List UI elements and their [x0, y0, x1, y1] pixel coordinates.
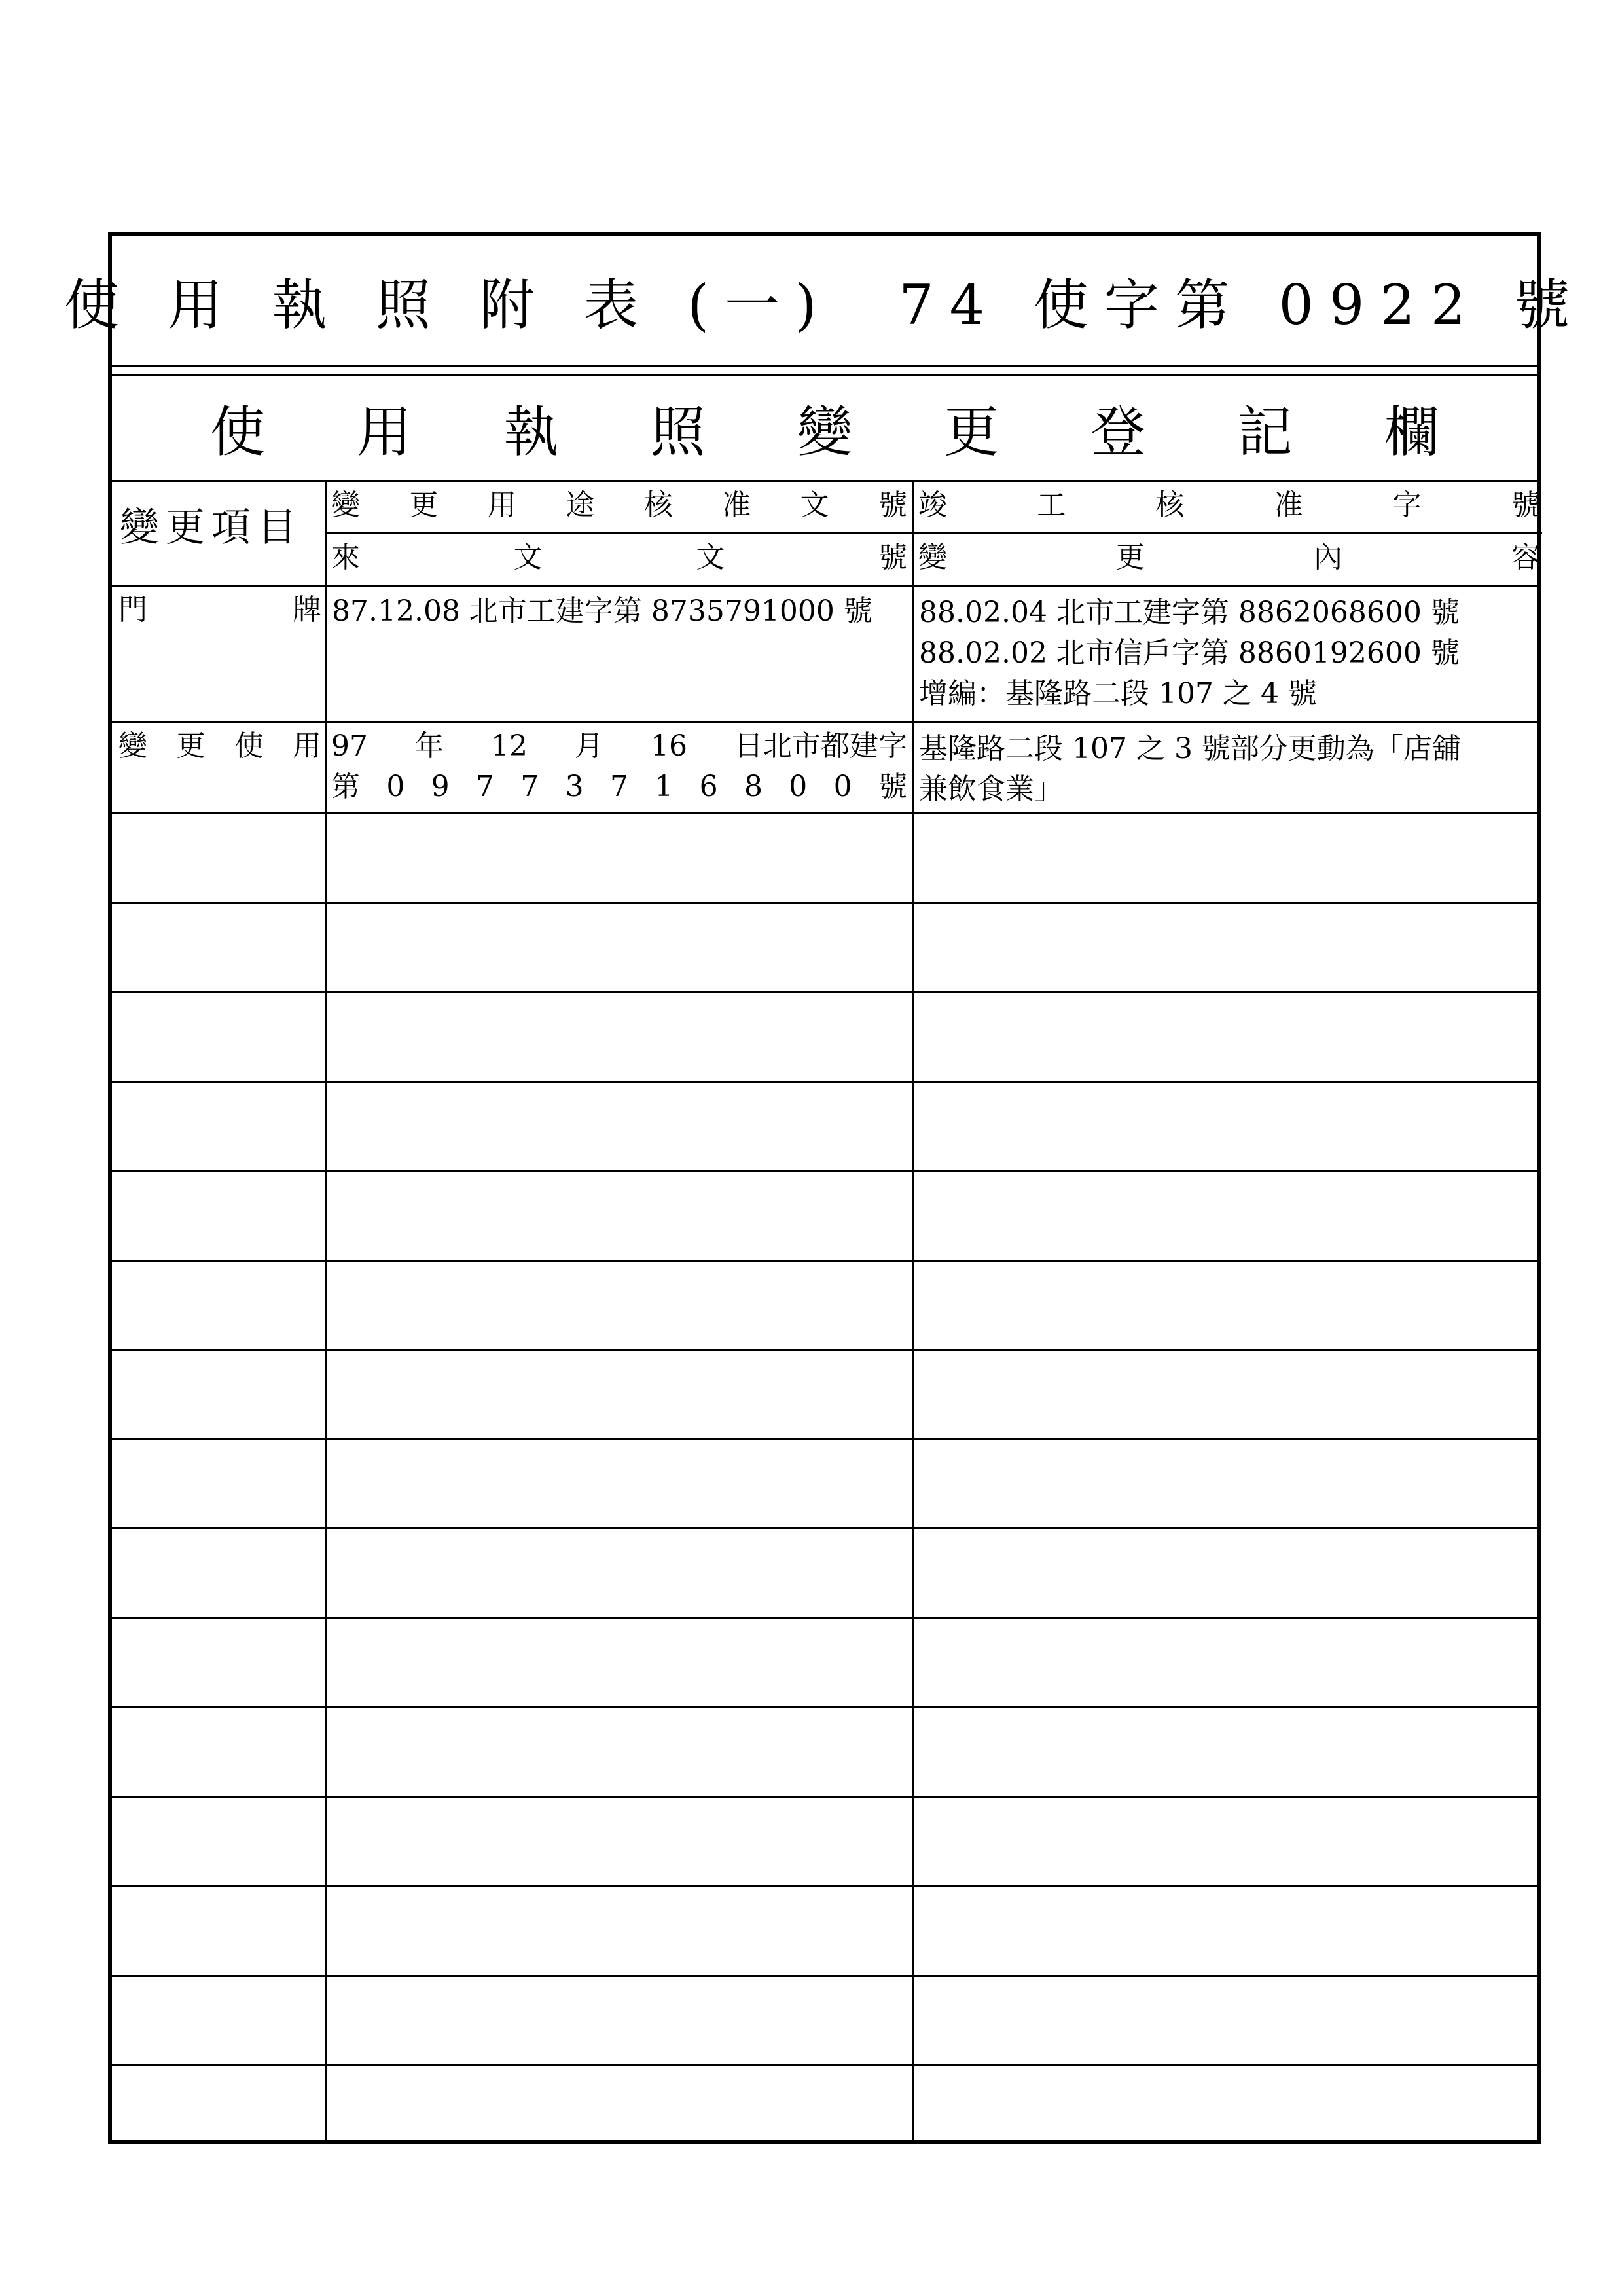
header-char: 文	[800, 488, 829, 522]
header-char: 更	[409, 488, 439, 522]
subtitle-char: 登	[1090, 400, 1146, 464]
header-char: 變	[331, 488, 360, 522]
header-char: 字	[1392, 488, 1422, 522]
row-doc-no-line1	[331, 726, 907, 767]
doc-part: 第	[331, 770, 360, 803]
header-col3-top	[918, 485, 1540, 526]
header-char: 容	[1511, 541, 1540, 574]
doc-part: 號	[878, 770, 907, 803]
doc-part: 7	[609, 770, 628, 803]
page-title: 使 用 執 照 附 表 (一) 74 使字第 0922 號	[64, 273, 1585, 337]
row-line	[112, 1885, 1537, 1887]
header-char: 准	[722, 488, 751, 522]
header-item-label: 變更項目	[120, 505, 303, 551]
subtitle-char: 照	[650, 400, 706, 464]
doc-part: 日北市都建字	[734, 729, 907, 763]
subtitle-char: 執	[503, 400, 559, 464]
content-line: 88.02.04 北市工建字第 8862068600 號	[919, 596, 1460, 629]
subtitle-char: 使	[210, 400, 266, 464]
row-line	[112, 1260, 1537, 1262]
header-char: 變	[918, 541, 947, 574]
item-char: 用	[292, 729, 321, 763]
content-line: 增編：基隆路二段 107 之 4 號	[919, 677, 1317, 710]
header-char: 更	[1116, 541, 1145, 574]
row-line	[112, 1081, 1537, 1083]
doc-part: 0	[386, 770, 405, 803]
item-char: 門	[118, 593, 147, 627]
item-char: 更	[176, 729, 206, 763]
row-line	[112, 1706, 1537, 1708]
row-line	[112, 585, 1537, 587]
doc-part: 0	[833, 770, 852, 803]
header-char: 用	[487, 488, 516, 522]
column-divider	[325, 482, 327, 2140]
header-char: 途	[566, 488, 595, 522]
subtitle-char: 用	[357, 400, 412, 464]
row-doc-no-line2	[331, 767, 907, 807]
row-line	[112, 1170, 1537, 1172]
subtitle-char: 更	[944, 400, 999, 464]
subtitle-char: 欄	[1384, 400, 1439, 464]
row-line	[112, 2064, 1537, 2066]
item-char: 使	[234, 729, 264, 763]
doc-part: 月	[575, 729, 603, 763]
row-line	[112, 1438, 1537, 1440]
row-doc-no: 87.12.08 北市工建字第 8735791000 號	[332, 594, 872, 628]
doc-part: 16	[651, 729, 687, 763]
header-char: 核	[643, 488, 673, 522]
content-line: 基隆路二段 107 之 3 號部分更動為「店舖	[919, 732, 1461, 765]
row-item	[118, 590, 321, 630]
row-line	[112, 902, 1537, 904]
header-char: 工	[1037, 488, 1066, 522]
doc-part: 1	[655, 770, 674, 803]
content-line: 兼飲食業」	[919, 773, 1063, 806]
doc-part: 3	[565, 770, 584, 803]
row-line	[112, 721, 1537, 723]
header-col3-bottom	[918, 538, 1540, 578]
row-content	[914, 727, 1539, 811]
doc-part: 年	[415, 729, 444, 763]
header-char: 號	[878, 541, 907, 574]
doc-part: 97	[331, 729, 368, 763]
doc-part: 7	[520, 770, 539, 803]
row-line	[112, 1349, 1537, 1351]
row-content	[914, 591, 1539, 716]
subtitle-char: 記	[1237, 400, 1293, 464]
header-char: 竣	[918, 488, 947, 522]
header-char: 內	[1314, 541, 1342, 574]
row-line	[112, 1527, 1537, 1529]
header-char: 來	[331, 541, 360, 574]
doc-part: 12	[491, 729, 528, 763]
doc-part: 8	[744, 770, 763, 803]
subtitle-char: 變	[797, 400, 852, 464]
header-char: 核	[1155, 488, 1185, 522]
header-char: 號	[878, 488, 907, 522]
doc-part: 7	[475, 770, 494, 803]
row-line	[112, 991, 1537, 993]
title-row	[64, 236, 1585, 367]
header-split-line	[327, 532, 1542, 534]
doc-part: 0	[789, 770, 808, 803]
row-item	[118, 726, 321, 767]
content-line: 88.02.02 北市信戶字第 8860192600 號	[919, 636, 1460, 670]
header-char: 文	[513, 541, 543, 574]
header-col2-bottom	[331, 538, 907, 578]
header-char: 准	[1274, 488, 1303, 522]
row-line	[112, 1975, 1537, 1977]
subtitle-row	[112, 374, 1537, 482]
row-line	[112, 1617, 1537, 1619]
item-char: 變	[118, 729, 147, 763]
license-table	[64, 232, 1585, 2144]
row-line	[112, 812, 1537, 814]
header-col2-top	[331, 485, 907, 526]
doc-part: 9	[431, 770, 450, 803]
doc-part: 6	[699, 770, 718, 803]
row-line	[112, 1796, 1537, 1798]
header-char: 文	[696, 541, 725, 574]
item-char: 牌	[293, 593, 321, 627]
header-char: 號	[1511, 488, 1540, 522]
